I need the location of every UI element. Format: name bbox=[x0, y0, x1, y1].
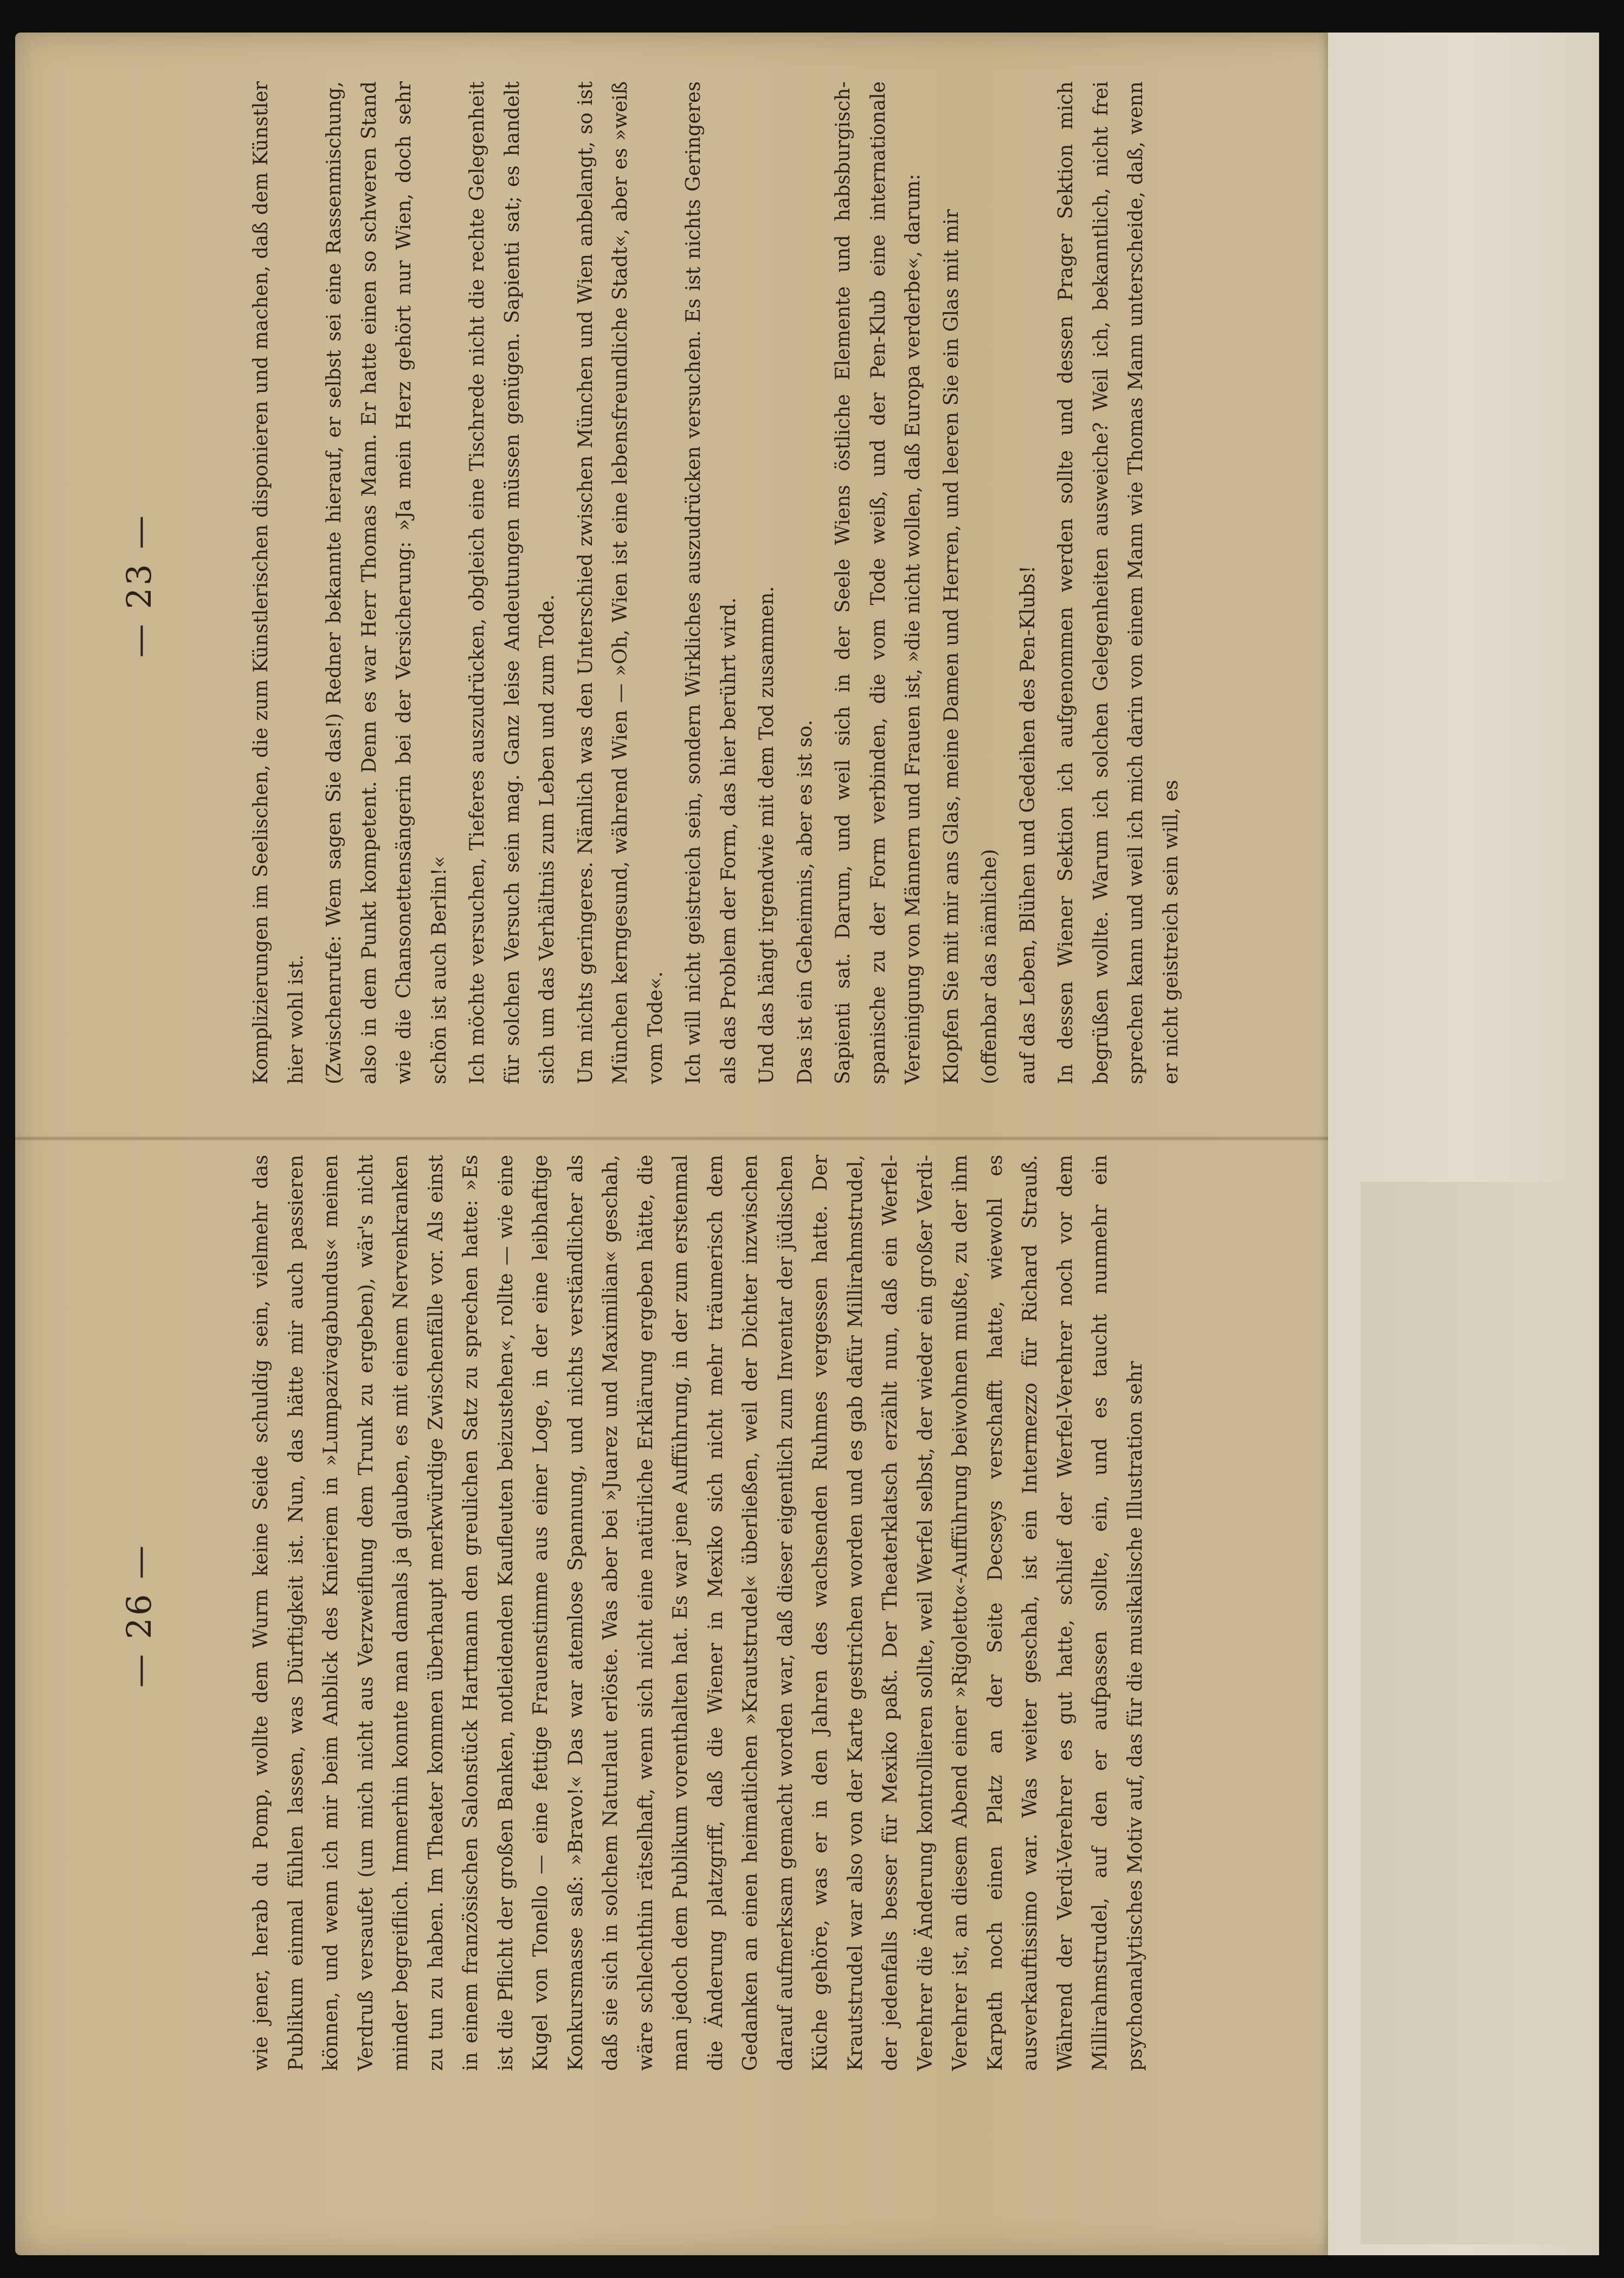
paragraph: Um nichts geringeres. Nämlich was den Unterschied zwischen München und Wien anbelangt, so ist München kerngesund, während Wien — »Oh, Wien ist eine lebensfreundliche Stadt«, aber es »weiß vom Tode«. bbox=[574, 81, 667, 1084]
paragraph: Klopfen Sie mit mir ans Glas, meine Damen und Herren, und leeren Sie ein Glas mit mir bbox=[940, 209, 963, 1084]
paragraph: Komplizierungen im Seelischen, die zum Künstlerischen disponieren und machen, daß dem Künstler hier wohl ist. bbox=[250, 81, 307, 1084]
paragraph: Ich will nicht geistreich sein, sondern Wirkliches auszudrücken versuchen. Es ist nichts Geringeres als das Problem der Form, das hier berührt wird. bbox=[682, 81, 740, 1084]
paragraph: Ich möchte versuchen, Tieferes auszudrücken, obgleich eine Tischrede nicht die rechte Gelegenheit für solchen Versuch sein mag. Ganz leise Andeutungen müssen genügen. Sapienti sat; es handelt sich um das Verhältnis zum Leben und zum Tode. bbox=[466, 81, 558, 1084]
page-number: — 23 — bbox=[119, 513, 159, 658]
page-number: — 26 — bbox=[119, 1543, 159, 1688]
paragraph: Und das hängt irgendwie mit dem Tod zusammen. bbox=[756, 586, 778, 1084]
page-body bbox=[244, 1155, 1156, 2071]
paragraph: auf das Leben, Blühen und Gedeihen des Pen-Klubs! bbox=[1016, 565, 1039, 1084]
page-23 bbox=[81, 65, 1328, 1106]
paragraph: Das ist ein Geheimnis, aber es ist so. bbox=[794, 719, 816, 1084]
paragraph: wie jener, herab du Pomp, wollte dem Wurm keine Seide schuldig sein, vielmehr das Publikum einmal fühlen lassen, was Dürftigkeit ist. Nun, das hätte mir auch passieren können, und wenn ich mir beim Anblick des Knieriem in »Lumpazivagabundus« meinen Verdruß versaufet (um mich nicht aus Verzweiflung dem Trunk zu ergeben), wär's nicht minder begreiflich. Immerhin konnte man damals ja glauben, es mit einem Nervenkranken zu tun zu haben. Im Theater kommen überhaupt merkwürdige Zwischenfälle vor. Als einst in einem französischen Salonstück Hartmann den greulichen Satz zu sprechen hatte: »Es ist die Pflicht der großen Banken, notleidenden Kaufleuten beizustehen«, rollte — wie eine Kugel von Tonello — eine fettige Frauenstimme aus einer Loge, in der eine leibhaftige Konkursmasse saß: »Bravo!« Das war atemlose Spannung, und nichts verständlicher als daß sie sich in solchem Naturlaut erlöste. Was aber bei »Juarez und Maximilian« geschah, wäre schlechthin rätselhaft, wenn sich nicht eine natürliche Erklärung ergeben hätte, die man jedoch dem Publikum vorenthalten hat. Es war jene Aufführung, in der zum erstenmal die Änderung platzgriff, daß die Wiener in Mexiko sich nicht mehr träumerisch dem Gedanken an einen heimatlichen »Krautstrudel« überließen, weil der Dichter inzwischen darauf aufmerksam gemacht worden war, daß dieser eigentlich zum Inventar der jüdischen Küche gehöre, was er in den Jahren des wachsenden Ruhmes vergessen hatte. Der Krautstrudel war also von der Karte gestrichen worden und es gab dafür Millirahmstrudel, der jedenfalls besser für Mexiko paßt. Der Theaterklatsch erzählt nun, daß ein Werfel-Verehrer die Änderung kontrollieren sollte, weil Werfel selbst, der wieder ein großer Verdi-Verehrer ist, an diesem Abend einer »Rigoletto«-Aufführung beiwohnen mußte, zu der ihm Karpath noch einen Platz an der Seite Decseys verschafft hatte, wiewohl es ausverkauftissimo war. Was weiter geschah, ist ein Intermezzo für Richard Strauß. Während der Verdi-Verehrer es gut hatte, schlief der Werfel-Verehrer noch vor dem Millirahmstrudel, auf den er aufpassen sollte, ein, und es taucht nunmehr ein psychoanalytisches Motiv auf, das für die musikalische Illustration sehr bbox=[250, 1155, 1146, 2071]
pasted-paper-strip-lower bbox=[1361, 1182, 1588, 2244]
paragraph: Sapienti sat. Darum, und weil sich in der Seele Wiens östliche Elemente und habsburgisch-spanische zu der Form verbinden, die vom Tode weiß, und der Pen-Klub eine internationale Vereinigung von Männern und Frauen ist, »die nicht wollen, daß Europa verderbe«, darum: bbox=[832, 81, 924, 1084]
paragraph: (Zwischenrufe: Wem sagen Sie das!) Redner bekannte hierauf, er selbst sei eine Rassenmischung, also in dem Punkt kompetent. Denn es war Herr Thomas Mann. Er hatte einen so schweren Stand wie die Chansonettensängerin bei der Versicherung: »Ja mein Herz gehört nur Wien, doch sehr schön ist auch Berlin!« bbox=[323, 81, 450, 1084]
page-body bbox=[244, 81, 1192, 1084]
paragraph: (offenbar das nämliche) bbox=[978, 849, 1001, 1084]
page-26 bbox=[81, 1138, 1328, 2093]
paragraph: In dessen Wiener Sektion ich aufgenommen werden sollte und dessen Prager Sektion mich begrüßen wollte. Warum ich solchen Gelegenheiten ausweiche? Weil ich, bekanntlich, nicht frei sprechen kann und weil ich mich darin von einem Mann wie Thomas Mann unterscheide, daß, wenn er nicht geistreich sein will, es bbox=[1055, 81, 1182, 1084]
